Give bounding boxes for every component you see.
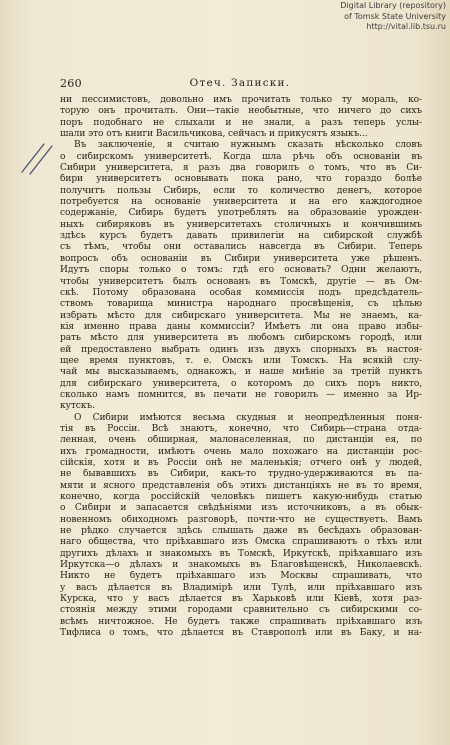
text-line: торую онъ прочиталъ. Они—такіе необытные, что ничего до сихъ [60, 106, 422, 117]
text-line: кутскъ. [60, 401, 95, 412]
text-line: ихъ громадности, имѣютъ очень мало похожаго на дистанціи рос- [60, 446, 422, 457]
text-line: Тифлиса о томъ, что дѣлается въ Ставрополѣ или въ Баку, и на- [60, 628, 422, 639]
text-line: о Сибири и запасается свѣдѣніями изъ источниковъ, а въ обык- [60, 503, 422, 514]
text-line: Иркутска—о дѣлахъ и знакомыхъ въ Благовѣщенскѣ, Николаевскѣ. [60, 560, 422, 571]
text-line: ствомъ товарища министра народнаго просвѣщенія, съ цѣлью [60, 299, 422, 310]
text-line: другихъ дѣлахъ и знакомыхъ въ Томскѣ, Иркутскѣ, пріѣхавшаго изъ [60, 548, 422, 559]
text-line: избрать мѣсто для сибирскаго университета. Мы не знаемъ, ка- [60, 310, 422, 321]
text-line: всѣмъ ничтожное. Не будетъ также спрашивать пріѣхавшаго изъ [60, 616, 422, 627]
text-line: ленная, очень обширная, малонаселенная, по дистанціи ея, по [60, 435, 422, 446]
text-line: конечно, когда россійскій человѣкъ пишетъ какую-нибудь статью [60, 492, 422, 503]
text-line: ей предоставлено выбрать одинъ изъ двухъ спорныхъ въ настоя- [60, 344, 422, 355]
text-line: о сибирскомъ университетѣ. Когда шла рѣчь объ основаніи въ [60, 151, 422, 162]
text-line: не бывавшихъ въ Сибири, какъ-то трудно-удерживаются въ па- [60, 469, 422, 480]
page-number: 260 [60, 77, 82, 90]
text-line: Курска, что у васъ дѣлается въ Харьковѣ или Кіевѣ, хотя раз- [60, 594, 422, 605]
text-line: Идутъ споры только о томъ: гдѣ его основать? Одни желаютъ, [60, 265, 422, 276]
text-line: содержаніе, Сибирь будетъ употреблять на образованіе урожден- [60, 208, 422, 219]
text-line: чай мы высказываемъ, однакожъ, и наше мнѣніе за третій пунктъ [60, 367, 422, 378]
text-line: сколько намъ помнится, въ печати не говорилъ — именно за Ир- [60, 389, 422, 400]
text-line: Въ заключеніе, я считаю нужнымъ сказать нѣсколько словъ [74, 140, 422, 151]
text-line: получитъ пользы Сибирь, если то количество денегъ, которое [60, 185, 422, 196]
text-line: бири университетъ основывать пока рано, что гораздо болѣе [60, 174, 422, 185]
pencil-margin-mark-icon [18, 138, 58, 178]
text-line: потребуется на основаніе университета и на его каждогодное [60, 197, 422, 208]
text-line: сійскія, хотя и въ Россіи онѣ не маленькія; отчего онѣ у людей, [60, 458, 422, 468]
text-line: О Сибири имѣются весьма скудныя и неопредѣленныя поня- [74, 412, 422, 423]
text-line: стоянія между этими городами сравнительно съ сибирскими со- [60, 605, 422, 616]
watermark-line-2: of Tomsk State University [344, 11, 446, 21]
text-line: мяти и ясного представленія объ этихъ дистанціяхъ не въ то время, [60, 480, 422, 491]
text-line: наго общества, что пріѣхавшаго изъ Омска спрашиваютъ о тѣхъ или [60, 537, 422, 548]
watermark-line-1: Digital Library (repository) [340, 1, 446, 10]
text-line: ни пессимистовъ, довольно имъ прочитать только ту мораль, ко- [60, 95, 422, 105]
text-line: кія именно права даны коммиссіи? Имѣетъ ли она право избы- [60, 321, 422, 332]
text-line: рать мѣсто для университета въ любомъ сибирскомъ городѣ, или [60, 333, 422, 344]
text-line: щее время пунктовъ, т. е. Омскъ или Томскъ. На всякій слу- [60, 355, 422, 366]
running-title: Отеч. Записки. [189, 77, 291, 89]
text-line: Сибири университета, я разъ два говорилъ о томъ, что въ Си- [60, 163, 422, 174]
text-line: у васъ дѣлается въ Владимірѣ или Тулѣ, или пріѣхавшаго изъ [60, 582, 422, 593]
text-line: тія въ Россіи. Всѣ знаютъ, конечно, что Сибирь—страна отда- [60, 423, 422, 434]
watermark-line-3: http://vital.lib.tsu.ru [366, 22, 446, 31]
body-text [60, 95, 422, 640]
text-line: съ тѣмъ, чтобы они оставались навсегда въ Сибири. Теперь [60, 242, 422, 253]
text-line: вопросъ объ основаніи въ Сибири университета уже рѣшенъ. [60, 253, 422, 264]
text-line: скѣ. Потому образована особая коммиссія подъ предсѣдатель- [60, 287, 422, 298]
text-line: для сибирскаго университета, о которомъ до сихъ поръ никто, [60, 378, 422, 389]
text-line: здѣсь курсъ будетъ давать привилегіи на сибирской службѣ [60, 231, 422, 242]
text-line: ныхъ сибиряковъ въ университетахъ столичныхъ и кончившимъ [60, 219, 422, 230]
text-line: чтобы университетъ былъ основанъ въ Томскѣ, другіе — въ Ом- [60, 276, 422, 287]
text-line: новенномъ обиходномъ разговорѣ, почти-что не существуетъ. Вамъ [60, 514, 422, 525]
text-line: Никто не будетъ пріѣхавшаго изъ Москвы спрашивать, что [60, 571, 422, 582]
text-line: поръ подобнаго не слыхали и не знали, а разъ теперь услы- [60, 117, 422, 128]
page-header [60, 77, 420, 91]
repository-watermark [296, 1, 446, 33]
text-line: шали это отъ книги Васильчикова, сейчасъ и прикусятъ языкъ... [60, 129, 368, 140]
text-line: не рѣдко случается здѣсь слышать даже въ бесѣдахъ образован- [60, 526, 422, 537]
